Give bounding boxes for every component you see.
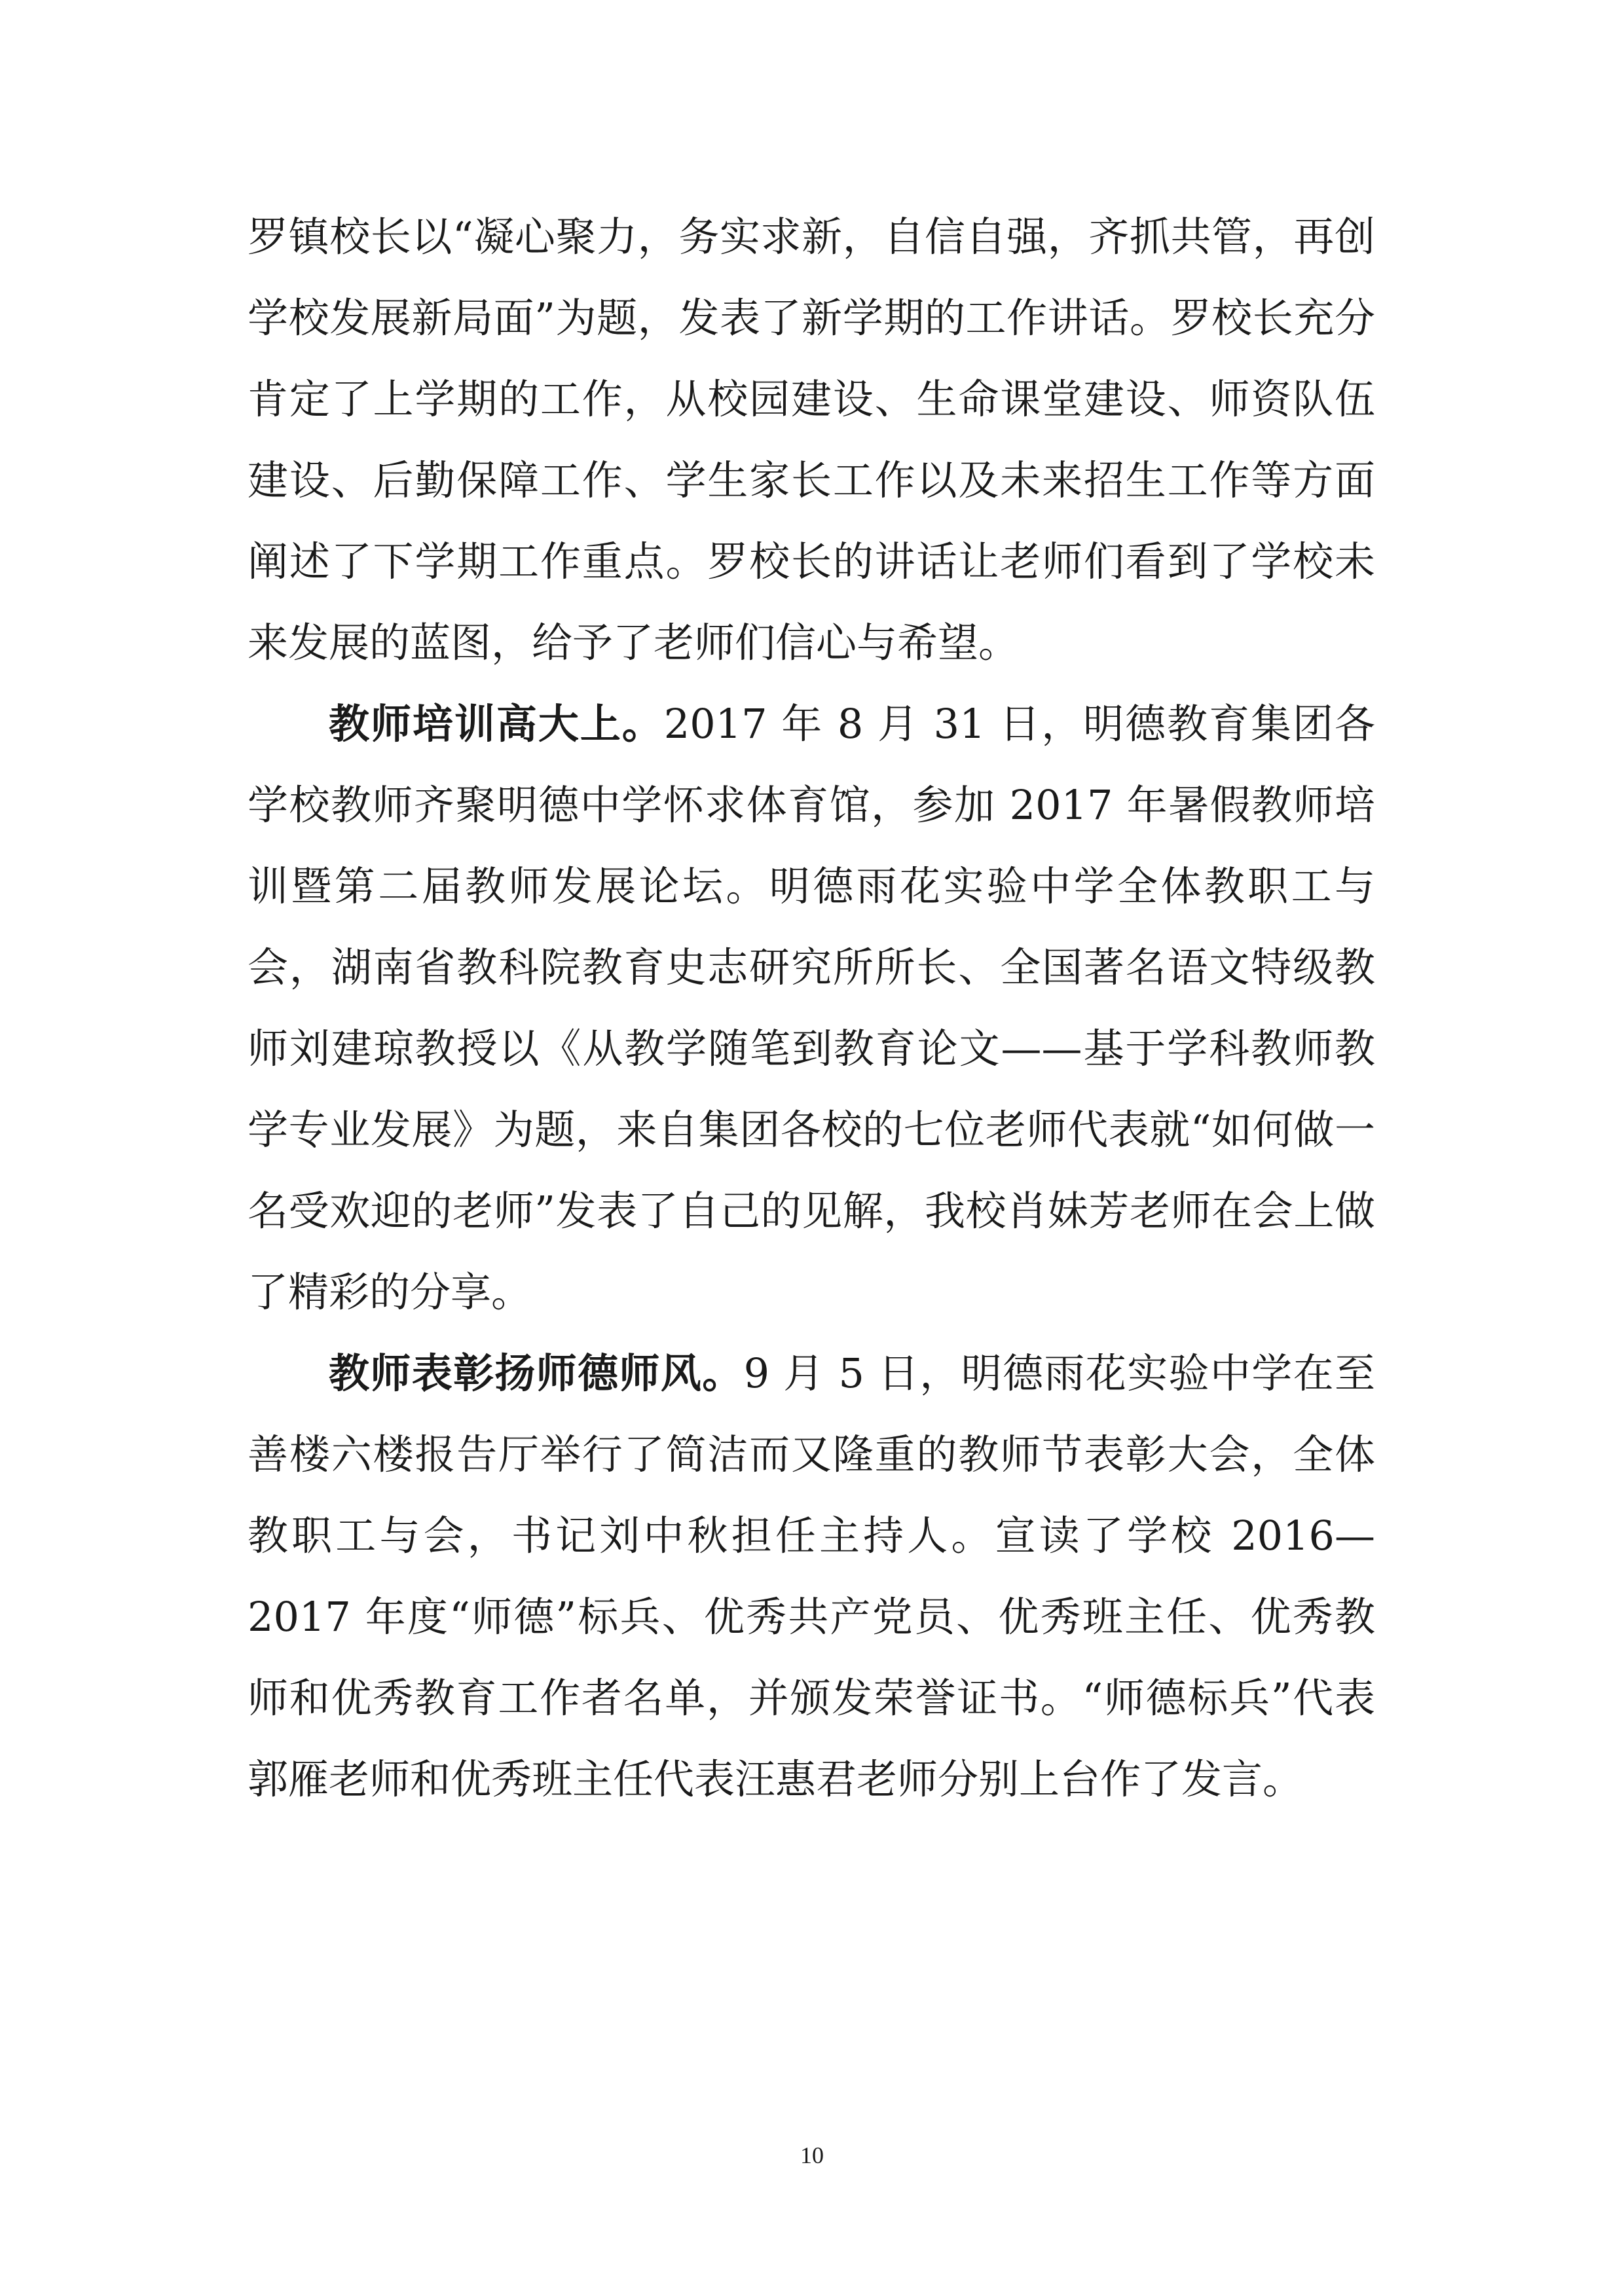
paragraph-1 — [248, 196, 1375, 683]
paragraph-2-text: 2017 年 8 月 31 日，明德教育集团各学校教师齐聚明德中学怀求体育馆，参加 2017 年暑假教师培训暨第二届教师发展论坛。明德雨花实验中学全体教职工与会，湖南省教科院教育史志研究所所长、全国著名语文特级教师刘建琼教授以《从教学随笔到教育论文——基于学科教师教学专业发展》为题，来自集团各校的七位老师代表就“如何做一名受欢迎的老师”发表了自己的见解，我校肖妹芳老师在会上做了精彩的分享。 — [248, 700, 1375, 1316]
page-number: 10 — [800, 2142, 824, 2168]
body-text — [248, 196, 1375, 1820]
paragraph-1-text: 罗镇校长以“凝心聚力，务实求新，自信自强，齐抓共管，再创学校发展新局面”为题，发表了新学期的工作讲话。罗校长充分肯定了上学期的工作，从校园建设、生命课堂建设、师资队伍建设、后勤保障工作、学生家长工作以及未来招生工作等方面阐述了下学期工作重点。罗校长的讲话让老师们看到了学校未来发展的蓝图，给予了老师们信心与希望。 — [248, 213, 1375, 666]
paragraph-3-text: 9 月 5 日，明德雨花实验中学在至善楼六楼报告厅举行了简洁而又隆重的教师节表彰大会，全体教职工与会，书记刘中秋担任主持人。宣读了学校 2016—2017 年度“师德”标兵、优秀共产党员、优秀班主任、优秀教师和优秀教育工作者名单，并颁发荣誉证书。“师德标兵”代表郭雁老师和优秀班主任代表汪惠君老师分别上台作了发言。 — [248, 1349, 1375, 1803]
paragraph-2 — [248, 683, 1375, 1333]
paragraph-3 — [248, 1333, 1375, 1820]
paragraph-3-lead: 教师表彰扬师德师风。 — [329, 1349, 744, 1397]
paragraph-2-lead: 教师培训高大上。 — [329, 700, 664, 748]
